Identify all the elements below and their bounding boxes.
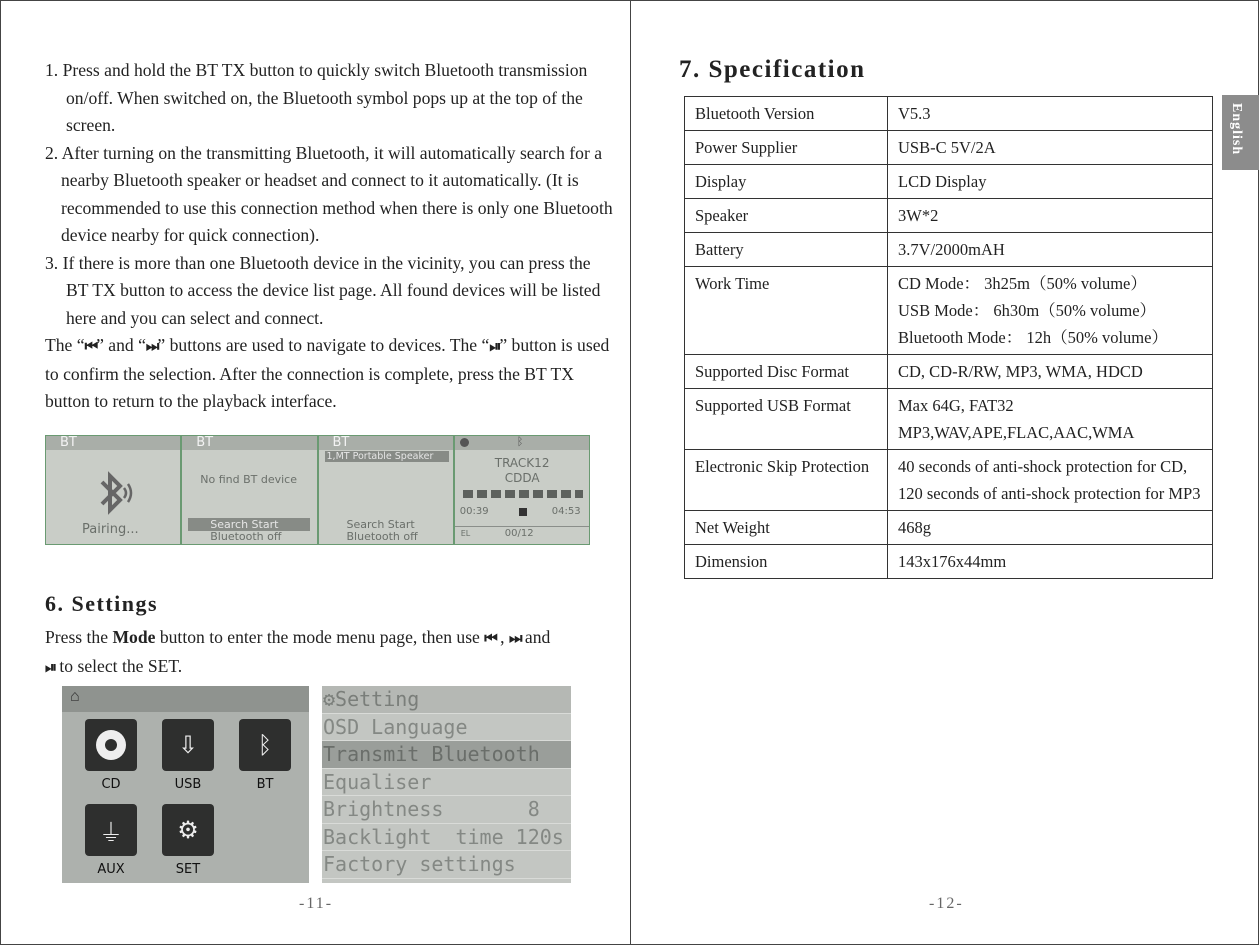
spec-value-line: 40 seconds of anti-shock protection for CD, bbox=[898, 457, 1188, 476]
settings-text bbox=[45, 623, 620, 681]
bluetooth-icon bbox=[88, 468, 138, 518]
lcd-header: BT bbox=[319, 436, 453, 450]
spec-row bbox=[685, 199, 1213, 233]
menu-bluetooth-off[interactable]: Bluetooth off bbox=[210, 530, 282, 543]
spec-label: Net Weight bbox=[685, 511, 888, 545]
spec-value-line: MP3,WAV,APE,FLAC,AAC,WMA bbox=[898, 423, 1135, 442]
setting-item-brightness[interactable]: Brightness 8 bbox=[322, 796, 571, 824]
page-number: -12- bbox=[929, 895, 964, 912]
spec-value bbox=[888, 355, 1213, 389]
spec-value bbox=[888, 97, 1213, 131]
lcd-device-list-screen bbox=[319, 436, 455, 544]
spec-row bbox=[685, 450, 1213, 511]
spec-label: Battery bbox=[685, 233, 888, 267]
spec-label: Supported USB Format bbox=[685, 389, 888, 450]
play-pause-icon: ⏯ bbox=[489, 337, 500, 355]
spec-value bbox=[888, 389, 1213, 450]
spec-row bbox=[685, 165, 1213, 199]
spec-value bbox=[888, 267, 1213, 355]
settings-text-4: and bbox=[520, 627, 551, 647]
device-list-item[interactable]: 1,MT Portable Speaker bbox=[325, 451, 449, 462]
track-format: CDDA bbox=[504, 471, 540, 485]
lcd-pairing-screen bbox=[46, 436, 182, 544]
mode-menu-header bbox=[62, 686, 309, 712]
instruction-2: 2. After turning on the transmitting Bluetooth, it will automatically search for a nearby Bluetooth speaker or headset and connect to it automatically. (It is recommended to use this connection method when there is only one Bluetooth device nearby for quick connection). bbox=[45, 142, 613, 245]
spec-label: Work Time bbox=[685, 267, 888, 355]
spectrum-bars bbox=[463, 490, 583, 498]
spec-value-line: Bluetooth Mode： 12h（50% volume） bbox=[898, 328, 1168, 347]
mode-cd[interactable] bbox=[81, 719, 141, 792]
spec-value-line: 468g bbox=[898, 518, 931, 537]
nav-text-2: ” and “ bbox=[96, 335, 146, 355]
spec-value-line: USB-C 5V/2A bbox=[898, 138, 996, 157]
spec-value-line: 143x176x44mm bbox=[898, 552, 1007, 571]
setting-menu-header bbox=[322, 686, 571, 714]
mode-usb[interactable] bbox=[158, 719, 218, 792]
lcd-header bbox=[455, 436, 589, 450]
navigation-paragraph bbox=[45, 332, 615, 416]
spec-value-line: LCD Display bbox=[898, 172, 987, 191]
spec-value-line: 120 seconds of anti-shock protection for MP3 bbox=[898, 484, 1201, 503]
spec-value bbox=[888, 165, 1213, 199]
specification-table bbox=[684, 96, 1213, 579]
pairing-status: Pairing... bbox=[82, 522, 139, 537]
mode-usb-label: USB bbox=[174, 777, 202, 792]
page-number: -11- bbox=[299, 895, 334, 912]
instruction-1: 1. Press and hold the BT TX button to quickly switch Bluetooth transmission on/off. When switched on, the Bluetooth symbol pops up at the top of the screen. bbox=[45, 60, 588, 135]
spec-value bbox=[888, 511, 1213, 545]
spec-label: Display bbox=[685, 165, 888, 199]
play-pause-icon: ⏯ bbox=[45, 658, 56, 676]
track-count: 00/12 bbox=[504, 528, 534, 539]
instruction-3: 3. If there is more than one Bluetooth device in the vicinity, you can press the BT TX button to access the device list page. All found devices will be listed here and you can select and connect. bbox=[45, 252, 601, 328]
setting-item-equaliser[interactable]: Equaliser bbox=[322, 769, 571, 797]
spec-row bbox=[685, 545, 1213, 579]
mode-aux[interactable] bbox=[81, 804, 141, 877]
disc-icon bbox=[85, 719, 137, 771]
bluetooth-icon: ᛒ bbox=[239, 719, 291, 771]
spec-label: Supported Disc Format bbox=[685, 355, 888, 389]
setting-item-osd-language[interactable]: OSD Language bbox=[322, 714, 571, 742]
mode-cd-label: CD bbox=[101, 777, 121, 792]
lcd-playback-screen bbox=[455, 436, 589, 544]
next-track-icon: ⏭ bbox=[508, 629, 521, 647]
usb-icon: ⇩ bbox=[162, 719, 214, 771]
spec-value bbox=[888, 199, 1213, 233]
eq-indicator: EL bbox=[460, 529, 471, 538]
spec-value-line: Max 64G, FAT32 bbox=[898, 396, 1014, 415]
mode-menu-screen bbox=[62, 686, 309, 883]
mode-button-label: Mode bbox=[112, 627, 156, 647]
specification-heading: 7. Specification bbox=[679, 56, 866, 83]
prev-track-icon: ⏮ bbox=[484, 629, 496, 647]
next-track-icon: ⏭ bbox=[145, 337, 158, 355]
divider bbox=[455, 526, 589, 527]
spec-value bbox=[888, 131, 1213, 165]
spec-row bbox=[685, 355, 1213, 389]
spec-label: Electronic Skip Protection bbox=[685, 450, 888, 511]
setting-menu-title: Setting bbox=[335, 687, 420, 711]
setting-item-backlight[interactable]: Backlight time 120s bbox=[322, 824, 571, 852]
language-tab bbox=[1222, 95, 1259, 170]
mode-set[interactable] bbox=[158, 804, 218, 877]
spec-value-line: 3W*2 bbox=[898, 206, 939, 225]
nav-text-4: ” button is used to confirm the selection. After the connection is complete, press the BT TX button to return to the playback interface. bbox=[45, 335, 610, 411]
home-icon: ⌂ bbox=[70, 688, 80, 705]
settings-text-3: , bbox=[495, 627, 509, 647]
mode-bt[interactable] bbox=[235, 719, 295, 792]
nav-text-3: ” buttons are used to navigate to devices. The “ bbox=[157, 335, 490, 355]
spec-row bbox=[685, 233, 1213, 267]
spec-row bbox=[685, 511, 1213, 545]
mode-set-label: SET bbox=[175, 862, 201, 877]
spec-value bbox=[888, 450, 1213, 511]
bluetooth-instructions bbox=[45, 57, 615, 416]
language-tab-label: English bbox=[1229, 103, 1244, 156]
bluetooth-icon: ᛒ bbox=[516, 436, 524, 448]
gear-icon: ⚙ bbox=[323, 687, 336, 711]
spec-label: Dimension bbox=[685, 545, 888, 579]
settings-heading: 6. Settings bbox=[45, 591, 159, 616]
stop-icon bbox=[519, 508, 527, 516]
track-name: TRACK12 bbox=[494, 456, 550, 470]
menu-bluetooth-off[interactable]: Bluetooth off bbox=[346, 530, 418, 543]
spec-value-line: CD, CD-R/RW, MP3, WMA, HDCD bbox=[898, 362, 1143, 381]
settings-text-5: to select the SET. bbox=[55, 656, 183, 676]
spec-value bbox=[888, 233, 1213, 267]
menu-search-start[interactable]: Search Start bbox=[188, 518, 310, 531]
setting-item-transmit-bluetooth[interactable]: Transmit Bluetooth bbox=[322, 741, 571, 769]
elapsed-time: 00:39 bbox=[459, 506, 489, 517]
spec-label: Speaker bbox=[685, 199, 888, 233]
lcd-header: BT bbox=[46, 436, 180, 450]
no-device-message: No find BT device bbox=[200, 473, 297, 486]
disc-icon bbox=[460, 438, 469, 447]
spec-row bbox=[685, 267, 1213, 355]
spec-value-line: CD Mode： 3h25m（50% volume） bbox=[898, 274, 1147, 293]
settings-text-1: Press the bbox=[45, 627, 113, 647]
spec-row bbox=[685, 389, 1213, 450]
prev-track-icon: ⏮ bbox=[84, 337, 97, 355]
mode-bt-label: BT bbox=[256, 777, 274, 792]
setting-menu-screen bbox=[322, 686, 571, 883]
spec-value-line: USB Mode： 6h30m（50% volume） bbox=[898, 301, 1157, 320]
bt-screens-strip bbox=[45, 435, 590, 545]
spec-label: Power Supplier bbox=[685, 131, 888, 165]
spec-row bbox=[685, 97, 1213, 131]
gear-icon: ⚙ bbox=[162, 804, 214, 856]
settings-text-2: button to enter the mode menu page, then use bbox=[155, 627, 485, 647]
nav-text-1: The “ bbox=[45, 335, 85, 355]
mode-aux-label: AUX bbox=[97, 862, 125, 877]
lcd-no-device-screen bbox=[182, 436, 318, 544]
spec-value-line: V5.3 bbox=[898, 104, 931, 123]
spec-value bbox=[888, 545, 1213, 579]
spec-row bbox=[685, 131, 1213, 165]
spec-value-line: 3.7V/2000mAH bbox=[898, 240, 1005, 259]
menu-search-start[interactable]: Search Start bbox=[346, 518, 415, 531]
spec-label: Bluetooth Version bbox=[685, 97, 888, 131]
total-time: 04:53 bbox=[551, 506, 581, 517]
aux-cable-icon: ⏚ bbox=[85, 804, 137, 856]
setting-item-factory-settings[interactable]: Factory settings bbox=[322, 851, 571, 879]
lcd-header: BT bbox=[182, 436, 316, 450]
